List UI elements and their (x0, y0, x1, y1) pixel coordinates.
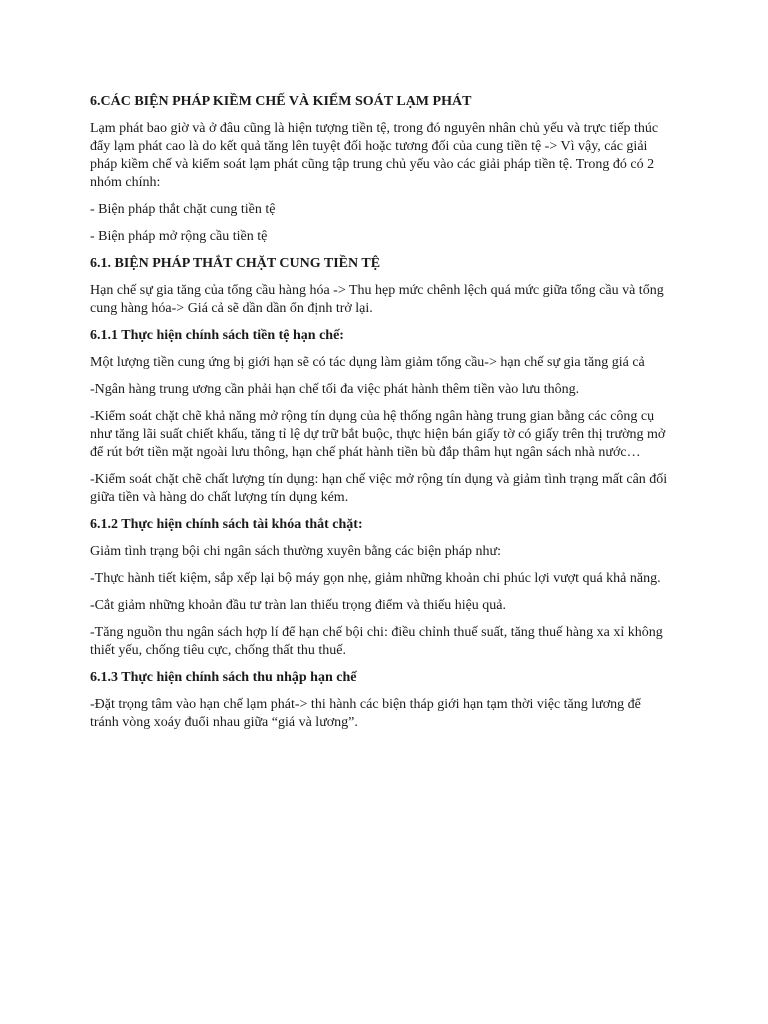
section-6-1-text: Hạn chế sự gia tăng của tổng cầu hàng hóa -> Thu hẹp mức chênh lệch quá mức giữa tổng cầu và tổng cung hàng hóa-> Giá cả sẽ dần dần ổn định trở lại. (90, 283, 664, 316)
section-6-1-1-p2: -Ngân hàng trung ương cần phải hạn chế tối đa việc phát hành thêm tiền vào lưu thông. (90, 382, 580, 397)
section-6-1-2-p4: -Tăng nguồn thu ngân sách hợp lí để hạn chế bội chi: điều chỉnh thuế suất, tăng thuế hàng xa xỉ không thiết yếu, chống tiêu cực, chống thất thu thuế. (90, 625, 663, 658)
document-title: 6.CÁC BIỆN PHÁP KIỀM CHẾ VÀ KIỂM SOÁT LẠM PHÁT (90, 94, 472, 109)
section-6-1-heading: 6.1. BIỆN PHÁP THẮT CHẶT CUNG TIỀN TỆ (90, 256, 381, 271)
section-6-1-1-p3: -Kiểm soát chặt chẽ khả năng mở rộng tín dụng của hệ thống ngân hàng trung gian bằng các công cụ như tăng lãi suất chiết khấu, tăng tỉ lệ dự trữ bắt buộc, thực hiện bán giấy tờ có giấy trên thị trường mở để rút bớt tiền mặt ngoài lưu thông, hạn chế phát hành tiền bù đắp thâm hụt ngân sách nhà nước… (90, 409, 666, 460)
section-6-1-3-p1: -Đặt trọng tâm vào hạn chế lạm phát-> thi hành các biện tháp giới hạn tạm thời việc tăng lương để tránh vòng xoáy đuổi nhau giữa “giá và lương”. (90, 697, 641, 730)
section-6-1-2-p1: Giảm tình trạng bội chi ngân sách thường xuyên bằng các biện pháp như: (90, 544, 501, 559)
section-6-1-1-heading: 6.1.1 Thực hiện chính sách tiền tệ hạn chế: (90, 328, 344, 343)
group-item-expanding: - Biện pháp mở rộng cầu tiền tệ (90, 229, 268, 244)
section-6-1-1-p4: -Kiểm soát chặt chẽ chất lượng tín dụng: hạn chế việc mở rộng tín dụng và giảm tình trạng mất cân đối giữa tiền và hàng do chất lượng tín dụng kém. (90, 472, 668, 505)
section-6-1-2-heading: 6.1.2 Thực hiện chính sách tài khóa thắt chặt: (90, 517, 363, 532)
section-6-1-3-heading: 6.1.3 Thực hiện chính sách thu nhập hạn chế (90, 670, 357, 685)
group-item-tightening: - Biện pháp thắt chặt cung tiền tệ (90, 202, 276, 217)
section-6-1-1-p1: Một lượng tiền cung ứng bị giới hạn sẽ có tác dụng làm giảm tổng cầu-> hạn chế sự gia tăng giá cả (90, 355, 645, 370)
intro-paragraph: Lạm phát bao giờ và ở đâu cũng là hiện tượng tiền tệ, trong đó nguyên nhân chủ yếu và trực tiếp thúc đẩy lạm phát cao là do kết quả tăng lên tuyệt đối hoặc tương đối của cung tiền tệ -> Vì vậy, các giải pháp kiềm chế và kiểm soát lạm phát cũng tập trung chủ yếu vào các giải pháp tiền tệ. Trong đó có 2 nhóm chính: (90, 121, 659, 190)
section-6-1-2-p3: -Cắt giảm những khoản đầu tư tràn lan thiếu trọng điểm và thiếu hiệu quả. (90, 598, 507, 613)
section-6-1-2-p2: -Thực hành tiết kiệm, sắp xếp lại bộ máy gọn nhẹ, giảm những khoản chi phúc lợi vượt quá khả năng. (90, 571, 661, 586)
